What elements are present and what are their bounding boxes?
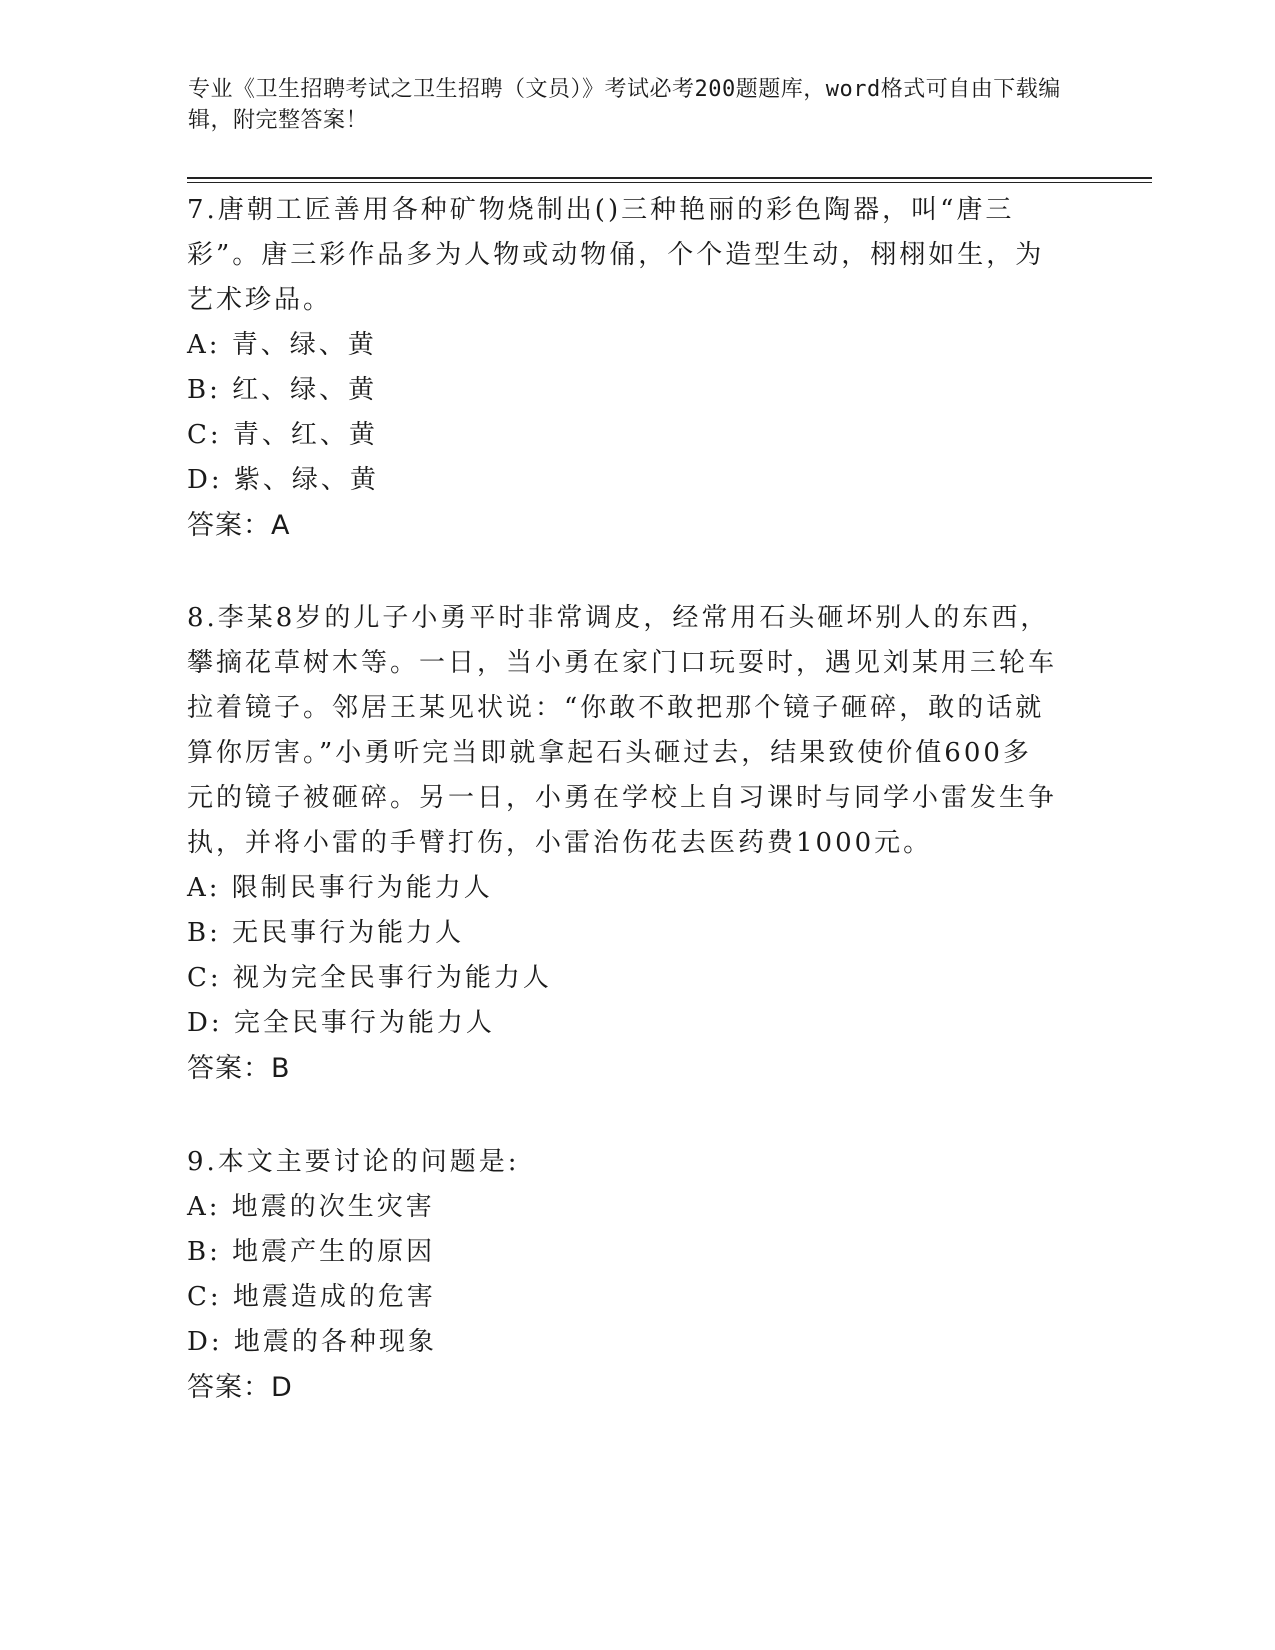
option-d: D: 完全民事行为能力人 xyxy=(187,1008,495,1038)
answer: 答案：B xyxy=(187,1053,291,1084)
document-header: 专业《卫生招聘考试之卫生招聘（文员）》考试必考200题题库，word格式可自由下载编辑，附完整答案！ xyxy=(188,77,1061,133)
answer: 答案：D xyxy=(187,1372,293,1403)
header-divider-thin xyxy=(187,182,1152,183)
option-a: A: 限制民事行为能力人 xyxy=(187,873,493,903)
answer: 答案：A xyxy=(187,510,291,541)
option-d: D: 紫、绿、黄 xyxy=(187,465,379,495)
question-stem: 8.李某8岁的儿子小勇平时非常调皮，经常用石头砸坏别人的东西，攀摘花草树木等。一日，当小勇在家门口玩耍时，遇见刘某用三轮车拉着镜子。邻居王某见状说：“你敢不敢把那个镜子砸碎，敢的话就算你厉害。”小勇听完当即就拿起石头砸过去，结果致使价值600多元的镜子被砸碎。另一日，小勇在学校上自习课时与同学小雷发生争执，并将小雷的手臂打伤，小雷治伤花去医药费1000元。 xyxy=(187,603,1058,858)
header-divider xyxy=(187,177,1152,179)
option-b: B: 无民事行为能力人 xyxy=(187,918,465,948)
option-c: C: 视为完全民事行为能力人 xyxy=(187,963,552,993)
option-c: C: 青、红、黄 xyxy=(187,420,378,450)
option-c: C: 地震造成的危害 xyxy=(187,1282,436,1312)
option-b: B: 地震产生的原因 xyxy=(187,1237,436,1267)
option-a: A: 青、绿、黄 xyxy=(187,330,377,360)
option-b: B: 红、绿、黄 xyxy=(187,375,378,405)
option-d: D: 地震的各种现象 xyxy=(187,1327,437,1357)
question-7 xyxy=(187,188,1057,548)
question-stem: 7.唐朝工匠善用各种矿物烧制出()三种艳丽的彩色陶器，叫“唐三彩”。唐三彩作品多为人物或动物俑，个个造型生动，栩栩如生，为艺术珍品。 xyxy=(187,195,1045,315)
question-8 xyxy=(187,596,1057,1091)
option-a: A: 地震的次生灾害 xyxy=(187,1192,435,1222)
question-9 xyxy=(187,1140,1057,1410)
question-stem: 9.本文主要讨论的问题是: xyxy=(187,1147,520,1177)
